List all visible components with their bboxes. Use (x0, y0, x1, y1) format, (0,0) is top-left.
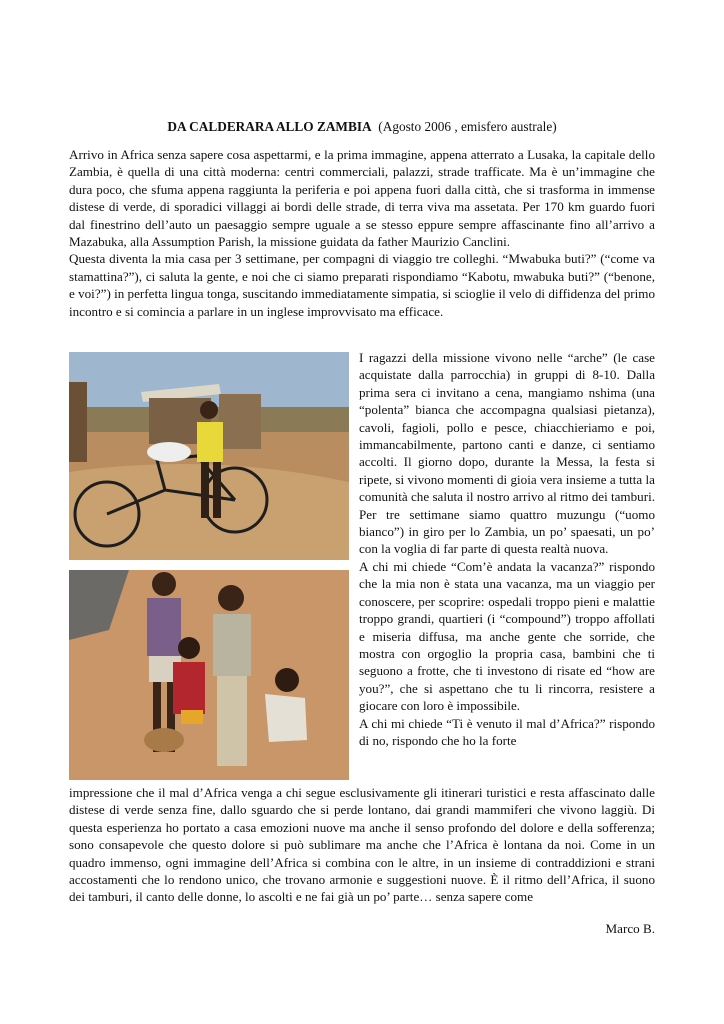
author-signature: Marco B. (605, 921, 655, 936)
document-page (69, 0, 655, 1024)
intro-paragraph: Arrivo in Africa senza sapere cosa aspettarmi, e la prima immagine, appena atterrato a Lusaka, la capitale dello Zambia, è quella di una città moderna: centri commerciali, palazzi, strade trafficate. Ma è un’immagine che dura poco, che sfuma appena raggiunta la periferia e poi appena fuori dalla città, che si trasforma in immense distese di verde, di sporadici villaggi ai bordi delle strade, di terra viva ma assetata. Per 170 km guardo fuori dal finestrino dell’auto un paesaggio sempre uguale a se stesso eppure sempre affascinante fino all’arrivo a Mazabuka, alla Assumption Parish, la missione guidata da father Maurizio Canclini. (69, 147, 655, 250)
photo-boy-with-bicycle (69, 352, 349, 560)
right-paragraph: I ragazzi della missione vivono nelle “arche” (le case acquistate dalla parrocchia) in gruppi di 8-10. Dalla prima sera ci invitano a cena, mangiamo nshima (una “polenta” bianca che accompagna qualsiasi pietanza), cavoli, fagioli, pollo e pesce, chiacchieriamo e poi, immancabilmente, partono canti e danze, ci sentiamo accolti. Il giorno dopo, durante la Messa, la festa si ripete, si vivono momenti di gioia vera insieme a tutta la comunità che saluta il nostro arrivo al ritmo dei tamburi. (359, 350, 655, 505)
photo-children-playing (69, 570, 349, 780)
photo-boy-with-bicycle-image (69, 352, 349, 560)
right-paragraph: Per tre settimane siamo quattro muzungu (“uomo bianco”) in giro per lo Zambia, un po’ spaesati, un po’ con la voglia di far parte di questa realtà nuova. (359, 506, 655, 557)
closing-section (69, 784, 655, 906)
right-paragraph: A chi mi chiede “Com’è andata la vacanza?” rispondo che la mia non è stata una vacanza, ma un viaggio per conoscere, per scoprire: ospedali troppo pieni e malattie troppo grandi, quartieri (i “compound”) troppo affollati e miseria diffusa, ma anche gente che sorride, che mostra con orgoglio la propria casa, bambini che ti seguono a frotte, che ti investono di risate ed “how are you?”, che si aspettano che tu li rincorra, resistere a giocare con loro è impossibile. (359, 558, 655, 714)
title-main: DA CALDERARA ALLO ZAMBIA (167, 119, 372, 134)
right-paragraph: A chi mi chiede “Ti è venuto il mal d’Africa?” rispondo di no, rispondo che ho la forte (359, 715, 655, 748)
intro-section (69, 146, 655, 320)
article-title (69, 118, 655, 136)
intro-paragraph: Questa diventa la mia casa per 3 settimane, per compagni di viaggio tre colleghi. “Mwabuka buti?” (“come va stamattina?”), ci saluta la gente, e noi che ci siamo preparati rispondiamo “Kabotu, mwabuka buti?” (“benone, e voi?”) in perfetta lingua tonga, suscitando immediatamente simpatia, si scioglie il velo di diffidenza del primo incontro e si comincia a parlare in un inglese improvvisato ma efficace. (69, 251, 655, 319)
right-column (359, 349, 655, 749)
photo-children-playing-image (69, 570, 349, 780)
title-subtitle: (Agosto 2006 , emisfero australe) (378, 119, 557, 134)
closing-paragraph: impressione che il mal d’Africa venga a chi segue esclusivamente gli itinerari turistici e resta affascinato dalle distese di verde senza fine, dallo sguardo che si perde lontano, dai grandi mammiferi che vivono laggiù. Di questa esperienza ho portato a casa emozioni nuove ma anche il senso profondo del dolore e della sofferenza; sono consapevole che questo dolore si può sublimare ma anche che l’Africa è lontana da noi. Come in un quadro immenso, ogni immagine dell’Africa si combina con le altre, in un insieme di contraddizioni e strani accostamenti che lo rendono unico, che trovano armonie e suggestioni nuove. È il ritmo dell’Africa, il suono dei tamburi, il canto delle donne, lo ascolti e ne fai già un po’ parte… senza sapere come (69, 785, 655, 905)
